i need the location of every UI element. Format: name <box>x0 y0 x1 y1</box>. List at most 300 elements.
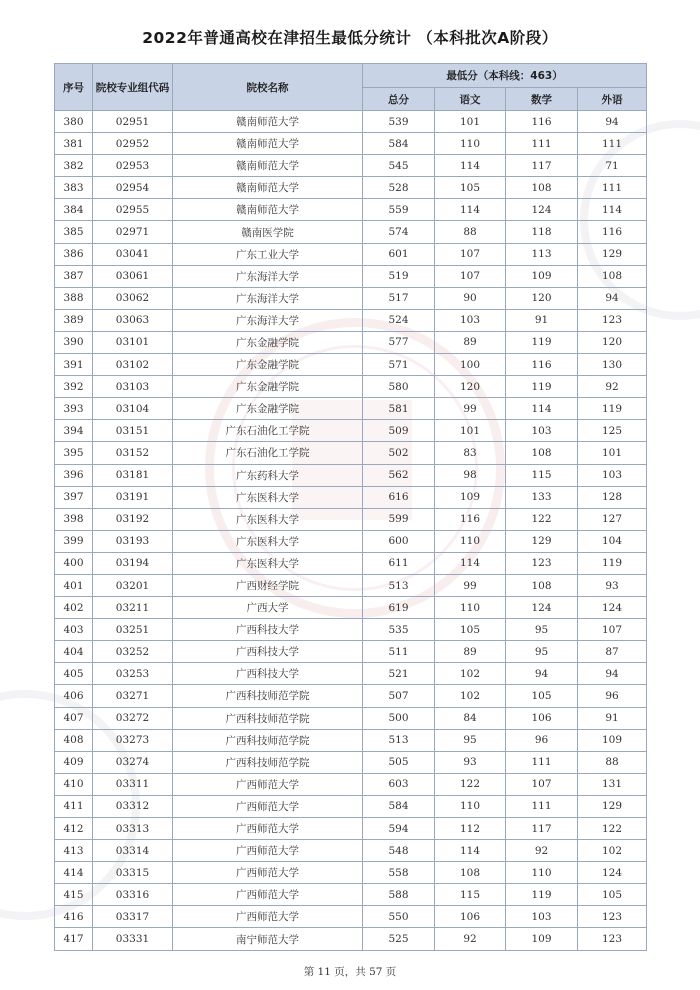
cell-total: 500 <box>363 707 435 729</box>
cell-math: 122 <box>506 508 578 530</box>
cell-chinese: 107 <box>435 243 506 265</box>
cell-total: 594 <box>363 818 435 840</box>
cell-math: 133 <box>506 486 578 508</box>
table-row <box>55 795 647 817</box>
table-row <box>55 840 647 862</box>
cell-code: 03104 <box>93 398 173 420</box>
cell-foreign: 123 <box>578 928 647 950</box>
cell-seq: 399 <box>55 530 93 552</box>
cell-foreign: 114 <box>578 199 647 221</box>
cell-chinese: 110 <box>435 795 506 817</box>
cell-seq: 406 <box>55 685 93 707</box>
cell-total: 505 <box>363 751 435 773</box>
cell-seq: 397 <box>55 486 93 508</box>
cell-foreign: 129 <box>578 243 647 265</box>
cell-school-name: 赣南师范大学 <box>173 155 363 177</box>
cell-seq: 389 <box>55 309 93 331</box>
cell-total: 580 <box>363 376 435 398</box>
cell-code: 02953 <box>93 155 173 177</box>
cell-seq: 417 <box>55 928 93 950</box>
cell-code: 03191 <box>93 486 173 508</box>
cell-seq: 415 <box>55 884 93 906</box>
cell-math: 119 <box>506 376 578 398</box>
cell-total: 574 <box>363 221 435 243</box>
cell-school-name: 广西师范大学 <box>173 840 363 862</box>
cell-seq: 412 <box>55 818 93 840</box>
cell-foreign: 101 <box>578 442 647 464</box>
cell-school-name: 广东金融学院 <box>173 398 363 420</box>
cell-foreign: 130 <box>578 354 647 376</box>
cell-math: 96 <box>506 729 578 751</box>
cell-total: 619 <box>363 597 435 619</box>
cell-foreign: 94 <box>578 111 647 133</box>
cell-school-name: 广东药科大学 <box>173 464 363 486</box>
cell-chinese: 110 <box>435 597 506 619</box>
cell-chinese: 110 <box>435 530 506 552</box>
cell-math: 117 <box>506 155 578 177</box>
header-math: 数学 <box>506 88 578 111</box>
cell-math: 94 <box>506 663 578 685</box>
cell-seq: 409 <box>55 751 93 773</box>
cell-code: 03101 <box>93 331 173 353</box>
cell-code: 03193 <box>93 530 173 552</box>
cell-math: 117 <box>506 818 578 840</box>
cell-total: 507 <box>363 685 435 707</box>
cell-math: 111 <box>506 751 578 773</box>
cell-code: 03253 <box>93 663 173 685</box>
cell-foreign: 116 <box>578 221 647 243</box>
cell-math: 119 <box>506 331 578 353</box>
cell-math: 103 <box>506 420 578 442</box>
cell-school-name: 广西科技师范学院 <box>173 685 363 707</box>
cell-math: 118 <box>506 221 578 243</box>
cell-code: 03201 <box>93 574 173 596</box>
cell-code: 03251 <box>93 619 173 641</box>
cell-total: 599 <box>363 508 435 530</box>
cell-math: 120 <box>506 287 578 309</box>
cell-school-name: 广东石油化工学院 <box>173 442 363 464</box>
cell-seq: 400 <box>55 552 93 574</box>
cell-seq: 393 <box>55 398 93 420</box>
cell-foreign: 103 <box>578 464 647 486</box>
cell-seq: 407 <box>55 707 93 729</box>
cell-code: 03102 <box>93 354 173 376</box>
cell-seq: 402 <box>55 597 93 619</box>
cell-seq: 414 <box>55 862 93 884</box>
cell-math: 124 <box>506 597 578 619</box>
header-chinese: 语文 <box>435 88 506 111</box>
cell-chinese: 98 <box>435 464 506 486</box>
cell-seq: 387 <box>55 265 93 287</box>
cell-foreign: 119 <box>578 552 647 574</box>
cell-code: 03273 <box>93 729 173 751</box>
cell-seq: 396 <box>55 464 93 486</box>
cell-seq: 384 <box>55 199 93 221</box>
cell-seq: 385 <box>55 221 93 243</box>
cell-code: 03041 <box>93 243 173 265</box>
cell-chinese: 102 <box>435 685 506 707</box>
cell-foreign: 123 <box>578 906 647 928</box>
cell-foreign: 122 <box>578 818 647 840</box>
table-row <box>55 508 647 530</box>
cell-code: 03314 <box>93 840 173 862</box>
table-row <box>55 597 647 619</box>
table-row <box>55 199 647 221</box>
cell-total: 584 <box>363 795 435 817</box>
cell-foreign: 109 <box>578 729 647 751</box>
cell-school-name: 广西师范大学 <box>173 884 363 906</box>
cell-chinese: 89 <box>435 331 506 353</box>
cell-school-name: 广东金融学院 <box>173 331 363 353</box>
cell-seq: 413 <box>55 840 93 862</box>
cell-chinese: 102 <box>435 663 506 685</box>
cell-seq: 391 <box>55 354 93 376</box>
cell-total: 611 <box>363 552 435 574</box>
cell-school-name: 广东海洋大学 <box>173 309 363 331</box>
cell-math: 95 <box>506 641 578 663</box>
cell-foreign: 124 <box>578 597 647 619</box>
cell-total: 513 <box>363 729 435 751</box>
cell-total: 603 <box>363 773 435 795</box>
cell-code: 03316 <box>93 884 173 906</box>
cell-seq: 408 <box>55 729 93 751</box>
cell-total: 517 <box>363 287 435 309</box>
page-title: 2022年普通高校在津招生最低分统计 （本科批次A阶段） <box>142 29 558 47</box>
cell-total: 525 <box>363 928 435 950</box>
cell-math: 110 <box>506 862 578 884</box>
cell-chinese: 116 <box>435 508 506 530</box>
score-table <box>54 63 647 951</box>
table-row <box>55 442 647 464</box>
cell-foreign: 119 <box>578 398 647 420</box>
cell-code: 02952 <box>93 133 173 155</box>
table-row <box>55 111 647 133</box>
cell-school-name: 广东海洋大学 <box>173 265 363 287</box>
cell-foreign: 94 <box>578 287 647 309</box>
cell-foreign: 111 <box>578 133 647 155</box>
cell-code: 03315 <box>93 862 173 884</box>
table-row <box>55 331 647 353</box>
cell-code: 02955 <box>93 199 173 221</box>
cell-code: 03152 <box>93 442 173 464</box>
cell-math: 123 <box>506 552 578 574</box>
cell-school-name: 赣南师范大学 <box>173 199 363 221</box>
cell-foreign: 92 <box>578 376 647 398</box>
cell-chinese: 114 <box>435 840 506 862</box>
cell-total: 509 <box>363 420 435 442</box>
cell-math: 108 <box>506 442 578 464</box>
cell-school-name: 广西科技师范学院 <box>173 707 363 729</box>
cell-code: 02971 <box>93 221 173 243</box>
cell-school-name: 广西财经学院 <box>173 574 363 596</box>
cell-math: 92 <box>506 840 578 862</box>
table-row <box>55 398 647 420</box>
cell-math: 105 <box>506 685 578 707</box>
cell-seq: 390 <box>55 331 93 353</box>
cell-chinese: 92 <box>435 928 506 950</box>
table-row <box>55 884 647 906</box>
table-row <box>55 354 647 376</box>
cell-code: 03317 <box>93 906 173 928</box>
cell-total: 519 <box>363 265 435 287</box>
cell-school-name: 广东海洋大学 <box>173 287 363 309</box>
cell-seq: 386 <box>55 243 93 265</box>
table-row <box>55 663 647 685</box>
cell-math: 114 <box>506 398 578 420</box>
cell-foreign: 108 <box>578 265 647 287</box>
cell-total: 511 <box>363 641 435 663</box>
cell-foreign: 91 <box>578 707 647 729</box>
cell-total: 548 <box>363 840 435 862</box>
table-row <box>55 619 647 641</box>
cell-chinese: 84 <box>435 707 506 729</box>
cell-code: 03194 <box>93 552 173 574</box>
cell-math: 108 <box>506 574 578 596</box>
cell-chinese: 115 <box>435 884 506 906</box>
cell-code: 03313 <box>93 818 173 840</box>
cell-code: 02951 <box>93 111 173 133</box>
cell-math: 116 <box>506 111 578 133</box>
cell-seq: 392 <box>55 376 93 398</box>
cell-code: 03063 <box>93 309 173 331</box>
table-row <box>55 177 647 199</box>
cell-chinese: 114 <box>435 155 506 177</box>
cell-math: 106 <box>506 707 578 729</box>
cell-math: 119 <box>506 884 578 906</box>
cell-code: 03151 <box>93 420 173 442</box>
cell-math: 103 <box>506 906 578 928</box>
cell-school-name: 广东石油化工学院 <box>173 420 363 442</box>
header-total: 总分 <box>363 88 435 111</box>
cell-foreign: 87 <box>578 641 647 663</box>
cell-math: 107 <box>506 773 578 795</box>
cell-school-name: 广西科技大学 <box>173 663 363 685</box>
cell-school-name: 广东工业大学 <box>173 243 363 265</box>
table-row <box>55 773 647 795</box>
table-row <box>55 707 647 729</box>
cell-total: 521 <box>363 663 435 685</box>
cell-chinese: 106 <box>435 906 506 928</box>
cell-foreign: 128 <box>578 486 647 508</box>
table-row <box>55 928 647 950</box>
cell-chinese: 112 <box>435 818 506 840</box>
cell-code: 03312 <box>93 795 173 817</box>
cell-code: 03274 <box>93 751 173 773</box>
cell-school-name: 广西师范大学 <box>173 773 363 795</box>
cell-school-name: 广西师范大学 <box>173 818 363 840</box>
cell-seq: 398 <box>55 508 93 530</box>
cell-chinese: 110 <box>435 133 506 155</box>
cell-foreign: 131 <box>578 773 647 795</box>
cell-math: 108 <box>506 177 578 199</box>
cell-chinese: 122 <box>435 773 506 795</box>
cell-school-name: 广西科技大学 <box>173 641 363 663</box>
cell-chinese: 101 <box>435 111 506 133</box>
cell-chinese: 120 <box>435 376 506 398</box>
cell-total: 581 <box>363 398 435 420</box>
cell-chinese: 108 <box>435 862 506 884</box>
cell-school-name: 广西科技师范学院 <box>173 729 363 751</box>
cell-math: 109 <box>506 265 578 287</box>
cell-total: 600 <box>363 530 435 552</box>
cell-foreign: 123 <box>578 309 647 331</box>
table-row <box>55 221 647 243</box>
table-row <box>55 287 647 309</box>
table-row <box>55 862 647 884</box>
cell-math: 111 <box>506 133 578 155</box>
cell-school-name: 广西师范大学 <box>173 795 363 817</box>
cell-code: 02954 <box>93 177 173 199</box>
header-code: 院校专业组代码 <box>93 64 173 111</box>
cell-school-name: 南宁师范大学 <box>173 928 363 950</box>
cell-total: 562 <box>363 464 435 486</box>
header-foreign: 外语 <box>578 88 647 111</box>
cell-seq: 404 <box>55 641 93 663</box>
cell-chinese: 105 <box>435 619 506 641</box>
cell-foreign: 124 <box>578 862 647 884</box>
table-row <box>55 751 647 773</box>
cell-code: 03181 <box>93 464 173 486</box>
cell-chinese: 99 <box>435 574 506 596</box>
cell-total: 616 <box>363 486 435 508</box>
table-body <box>55 111 647 951</box>
cell-chinese: 114 <box>435 199 506 221</box>
cell-school-name: 广西科技大学 <box>173 619 363 641</box>
cell-school-name: 广西大学 <box>173 597 363 619</box>
cell-total: 545 <box>363 155 435 177</box>
cell-school-name: 赣南师范大学 <box>173 133 363 155</box>
table-row <box>55 486 647 508</box>
cell-chinese: 105 <box>435 177 506 199</box>
cell-seq: 381 <box>55 133 93 155</box>
cell-chinese: 99 <box>435 398 506 420</box>
cell-foreign: 127 <box>578 508 647 530</box>
cell-chinese: 109 <box>435 486 506 508</box>
cell-total: 577 <box>363 331 435 353</box>
cell-school-name: 广东医科大学 <box>173 486 363 508</box>
header-min-score-group: 最低分（本科线：463） <box>363 64 647 88</box>
cell-seq: 394 <box>55 420 93 442</box>
table-row <box>55 265 647 287</box>
cell-code: 03192 <box>93 508 173 530</box>
cell-seq: 403 <box>55 619 93 641</box>
cell-chinese: 101 <box>435 420 506 442</box>
cell-total: 539 <box>363 111 435 133</box>
cell-total: 601 <box>363 243 435 265</box>
table-row <box>55 530 647 552</box>
cell-total: 584 <box>363 133 435 155</box>
cell-total: 559 <box>363 199 435 221</box>
cell-foreign: 71 <box>578 155 647 177</box>
cell-total: 550 <box>363 906 435 928</box>
table-row <box>55 641 647 663</box>
cell-math: 95 <box>506 619 578 641</box>
page-footer: 第 11 页，共 57 页 <box>303 966 397 978</box>
header-seq: 序号 <box>55 64 93 111</box>
cell-school-name: 广西师范大学 <box>173 862 363 884</box>
cell-foreign: 96 <box>578 685 647 707</box>
cell-seq: 411 <box>55 795 93 817</box>
cell-foreign: 125 <box>578 420 647 442</box>
cell-code: 03211 <box>93 597 173 619</box>
cell-school-name: 广西师范大学 <box>173 906 363 928</box>
cell-chinese: 103 <box>435 309 506 331</box>
cell-foreign: 88 <box>578 751 647 773</box>
cell-code: 03061 <box>93 265 173 287</box>
table-row <box>55 552 647 574</box>
cell-foreign: 111 <box>578 177 647 199</box>
cell-chinese: 114 <box>435 552 506 574</box>
cell-school-name: 广东医科大学 <box>173 508 363 530</box>
cell-math: 124 <box>506 199 578 221</box>
header-name: 院校名称 <box>173 64 363 111</box>
cell-school-name: 赣南医学院 <box>173 221 363 243</box>
cell-school-name: 广西科技师范学院 <box>173 751 363 773</box>
cell-foreign: 129 <box>578 795 647 817</box>
cell-seq: 382 <box>55 155 93 177</box>
cell-foreign: 102 <box>578 840 647 862</box>
cell-chinese: 90 <box>435 287 506 309</box>
table-row <box>55 906 647 928</box>
table-row <box>55 574 647 596</box>
cell-math: 111 <box>506 795 578 817</box>
cell-total: 513 <box>363 574 435 596</box>
cell-math: 116 <box>506 354 578 376</box>
cell-school-name: 广东医科大学 <box>173 552 363 574</box>
cell-code: 03103 <box>93 376 173 398</box>
cell-seq: 401 <box>55 574 93 596</box>
table-row <box>55 685 647 707</box>
cell-school-name: 广东金融学院 <box>173 376 363 398</box>
cell-total: 588 <box>363 884 435 906</box>
cell-math: 129 <box>506 530 578 552</box>
cell-code: 03311 <box>93 773 173 795</box>
cell-code: 03062 <box>93 287 173 309</box>
cell-math: 109 <box>506 928 578 950</box>
cell-code: 03252 <box>93 641 173 663</box>
cell-foreign: 107 <box>578 619 647 641</box>
table-row <box>55 133 647 155</box>
table-row <box>55 420 647 442</box>
cell-foreign: 93 <box>578 574 647 596</box>
cell-total: 535 <box>363 619 435 641</box>
table-row <box>55 155 647 177</box>
cell-school-name: 赣南师范大学 <box>173 177 363 199</box>
cell-total: 571 <box>363 354 435 376</box>
table-row <box>55 243 647 265</box>
cell-code: 03271 <box>93 685 173 707</box>
cell-foreign: 120 <box>578 331 647 353</box>
cell-school-name: 广东金融学院 <box>173 354 363 376</box>
cell-foreign: 105 <box>578 884 647 906</box>
cell-code: 03272 <box>93 707 173 729</box>
cell-seq: 410 <box>55 773 93 795</box>
cell-seq: 388 <box>55 287 93 309</box>
cell-chinese: 83 <box>435 442 506 464</box>
cell-chinese: 107 <box>435 265 506 287</box>
cell-seq: 383 <box>55 177 93 199</box>
cell-math: 91 <box>506 309 578 331</box>
table-row <box>55 464 647 486</box>
table-row <box>55 818 647 840</box>
cell-total: 528 <box>363 177 435 199</box>
cell-chinese: 88 <box>435 221 506 243</box>
table-row <box>55 309 647 331</box>
cell-total: 502 <box>363 442 435 464</box>
cell-chinese: 100 <box>435 354 506 376</box>
cell-code: 03331 <box>93 928 173 950</box>
cell-foreign: 94 <box>578 663 647 685</box>
